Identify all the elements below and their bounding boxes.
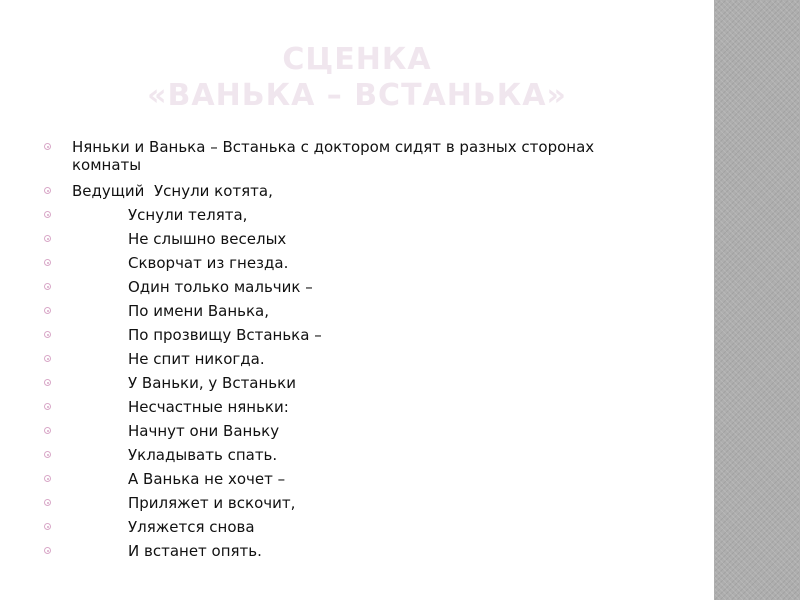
circle-bullet-icon [44, 211, 51, 218]
list-item-intro [44, 138, 654, 174]
title-line-1: СЦЕНКА [282, 42, 432, 77]
circle-bullet-icon [44, 475, 51, 482]
list-item [44, 230, 654, 248]
verse-line: Уснули котята, [154, 182, 273, 200]
slide-title [0, 42, 714, 114]
list-item [44, 182, 654, 200]
list-item [44, 398, 654, 416]
list-item [44, 326, 654, 344]
verse-line: Уснули телята, [128, 206, 248, 224]
circle-bullet-icon [44, 143, 51, 150]
speaker-label: Ведущий [72, 182, 145, 200]
circle-bullet-icon [44, 331, 51, 338]
circle-bullet-icon [44, 427, 51, 434]
bullet-list [44, 138, 654, 566]
list-item [44, 302, 654, 320]
list-item [44, 470, 654, 488]
circle-bullet-icon [44, 379, 51, 386]
verse-line: Уляжется снова [128, 518, 255, 536]
list-item [44, 206, 654, 224]
list-item [44, 254, 654, 272]
verse-line: По прозвищу Встанька – [128, 326, 322, 344]
verse-line: Укладывать спать. [128, 446, 278, 464]
verse-line: Один только мальчик – [128, 278, 313, 296]
verse-line: Приляжет и вскочит, [128, 494, 296, 512]
list-item [44, 446, 654, 464]
list-item [44, 278, 654, 296]
title-line-2: «ВАНЬКА – ВСТАНЬКА» [147, 78, 567, 113]
circle-bullet-icon [44, 403, 51, 410]
verse-line: По имени Ванька, [128, 302, 269, 320]
verse-line: У Ваньки, у Встаньки [128, 374, 296, 392]
circle-bullet-icon [44, 523, 51, 530]
list-item [44, 374, 654, 392]
intro-text: Няньки и Ванька – Встанька с доктором сидят в разных сторонах комнаты [72, 138, 595, 174]
circle-bullet-icon [44, 355, 51, 362]
list-item [44, 542, 654, 560]
list-item [44, 494, 654, 512]
verse-line: И встанет опять. [128, 542, 262, 560]
circle-bullet-icon [44, 259, 51, 266]
verse-line: Не слышно веселых [128, 230, 287, 248]
circle-bullet-icon [44, 547, 51, 554]
verse-line: Не спит никогда. [128, 350, 265, 368]
decorative-side-band [714, 0, 800, 600]
list-item [44, 350, 654, 368]
verse-line: А Ванька не хочет – [128, 470, 286, 488]
list-item [44, 422, 654, 440]
circle-bullet-icon [44, 451, 51, 458]
list-item [44, 518, 654, 536]
circle-bullet-icon [44, 235, 51, 242]
circle-bullet-icon [44, 307, 51, 314]
circle-bullet-icon [44, 187, 51, 194]
circle-bullet-icon [44, 283, 51, 290]
verse-line: Начнут они Ваньку [128, 422, 280, 440]
verse-line: Скворчат из гнезда. [128, 254, 289, 272]
verse-line: Несчастные няньки: [128, 398, 289, 416]
circle-bullet-icon [44, 499, 51, 506]
